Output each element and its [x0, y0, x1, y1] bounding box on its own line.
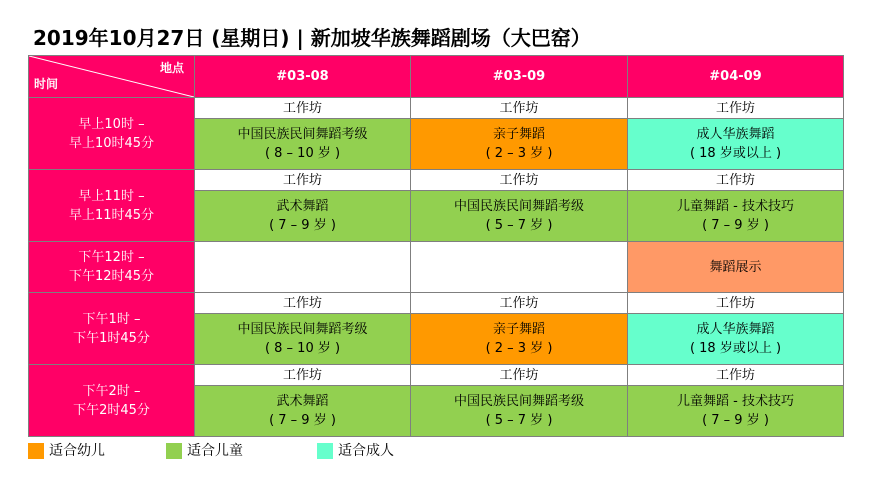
program-cell: [195, 314, 411, 365]
legend-label-toddler: 适合幼儿: [49, 443, 105, 459]
program-age: ( 8 – 10 岁 ): [264, 341, 341, 356]
program-cell: [628, 386, 844, 437]
workshop-label-cell: 工作坊: [628, 98, 844, 119]
workshop-label-cell: 工作坊: [628, 365, 844, 386]
legend-swatch-child: [166, 443, 182, 459]
workshop-label-cell: 工作坊: [195, 293, 411, 314]
time-label: 时间: [34, 77, 59, 91]
program-cell: [195, 119, 411, 170]
time-slot-line: 早上11时 –: [78, 188, 145, 204]
legend-swatch-toddler: [28, 443, 44, 459]
program-name: 亲子舞蹈: [492, 322, 545, 337]
program-age: ( 18 岁或以上 ): [689, 341, 782, 356]
time-slot-cell: [29, 365, 195, 437]
time-slot-line: 下午12时45分: [68, 269, 155, 284]
program-cell: [411, 314, 628, 365]
program-cell: [628, 314, 844, 365]
program-cell: [628, 242, 844, 293]
program-age: ( 7 – 9 岁 ): [702, 218, 769, 233]
empty-cell: [411, 242, 628, 293]
workshop-label-cell: 工作坊: [195, 98, 411, 119]
time-slot-cell: [29, 293, 195, 365]
legend-label-adult: 适合成人: [338, 443, 394, 459]
room-header-2: #03-09: [411, 56, 628, 98]
time-slot-line: 下午1时45分: [73, 330, 150, 346]
program-cell: [411, 191, 628, 242]
legend-swatch-adult: [317, 443, 333, 459]
workshop-label-cell: 工作坊: [411, 170, 628, 191]
program-name: 成人华族舞蹈: [696, 127, 775, 142]
program-cell: [195, 191, 411, 242]
program-name: 成人华族舞蹈: [696, 322, 775, 337]
schedule-table: [28, 55, 844, 437]
time-slot-row: [29, 365, 844, 386]
time-slot-row: [29, 98, 844, 119]
header-row: [29, 56, 844, 98]
workshop-label-cell: 工作坊: [411, 293, 628, 314]
room-header-3: #04-09: [628, 56, 844, 98]
program-name: 亲子舞蹈: [492, 127, 545, 142]
page-title: 2019年10月27日 (星期日) | 新加坡华族舞蹈剧场（大巴窑）: [33, 26, 591, 50]
program-age: ( 2 – 3 岁 ): [485, 146, 553, 161]
time-slot-row: [29, 242, 844, 293]
program-name: 武术舞蹈: [276, 394, 329, 409]
program-cell: [195, 386, 411, 437]
program-cell: [411, 386, 628, 437]
program-age: ( 5 – 7 岁 ): [485, 218, 553, 233]
time-slot-line: 下午2时45分: [73, 402, 150, 418]
time-slot-cell: [29, 170, 195, 242]
program-cell: [628, 119, 844, 170]
legend-label-child: 适合儿童: [187, 443, 243, 459]
program-name: 舞蹈展示: [709, 259, 762, 275]
room-header-1: #03-08: [195, 56, 411, 98]
time-slot-line: 早上10时45分: [68, 135, 155, 151]
time-slot-row: [29, 293, 844, 314]
program-age: ( 2 – 3 岁 ): [485, 341, 553, 356]
time-slot-row: [29, 170, 844, 191]
program-name: 儿童舞蹈 - 技术技巧: [677, 199, 794, 214]
corner-header-cell: [29, 56, 195, 98]
time-slot-line: 早上10时 –: [78, 116, 145, 132]
program-name: 儿童舞蹈 - 技术技巧: [677, 394, 794, 409]
workshop-label-cell: 工作坊: [628, 293, 844, 314]
program-name: 中国民族民间舞蹈考级: [453, 199, 584, 214]
workshop-label-cell: 工作坊: [195, 170, 411, 191]
program-age: ( 8 – 10 岁 ): [264, 146, 341, 161]
empty-cell: [195, 242, 411, 293]
time-slot-line: 下午12时 –: [78, 250, 145, 265]
time-slot-line: 下午1时 –: [82, 311, 141, 327]
time-slot-line: 下午2时 –: [82, 383, 141, 399]
workshop-label-cell: 工作坊: [195, 365, 411, 386]
program-cell: [411, 119, 628, 170]
time-slot-cell: [29, 98, 195, 170]
program-age: ( 5 – 7 岁 ): [485, 413, 553, 428]
workshop-label-cell: 工作坊: [628, 170, 844, 191]
legend: [28, 443, 448, 461]
program-name: 中国民族民间舞蹈考级: [453, 394, 584, 409]
program-name: 武术舞蹈: [276, 199, 329, 214]
program-age: ( 7 – 9 岁 ): [269, 413, 336, 428]
time-slot-line: 早上11时45分: [68, 207, 155, 223]
program-age: ( 18 岁或以上 ): [689, 146, 782, 161]
location-label: 地点: [159, 61, 184, 75]
program-age: ( 7 – 9 岁 ): [269, 218, 336, 233]
workshop-label-cell: 工作坊: [411, 98, 628, 119]
program-name: 中国民族民间舞蹈考级: [237, 322, 368, 337]
program-name: 中国民族民间舞蹈考级: [237, 127, 368, 142]
workshop-label-cell: 工作坊: [411, 365, 628, 386]
program-cell: [628, 191, 844, 242]
time-slot-cell: [29, 242, 195, 293]
program-age: ( 7 – 9 岁 ): [702, 413, 769, 428]
